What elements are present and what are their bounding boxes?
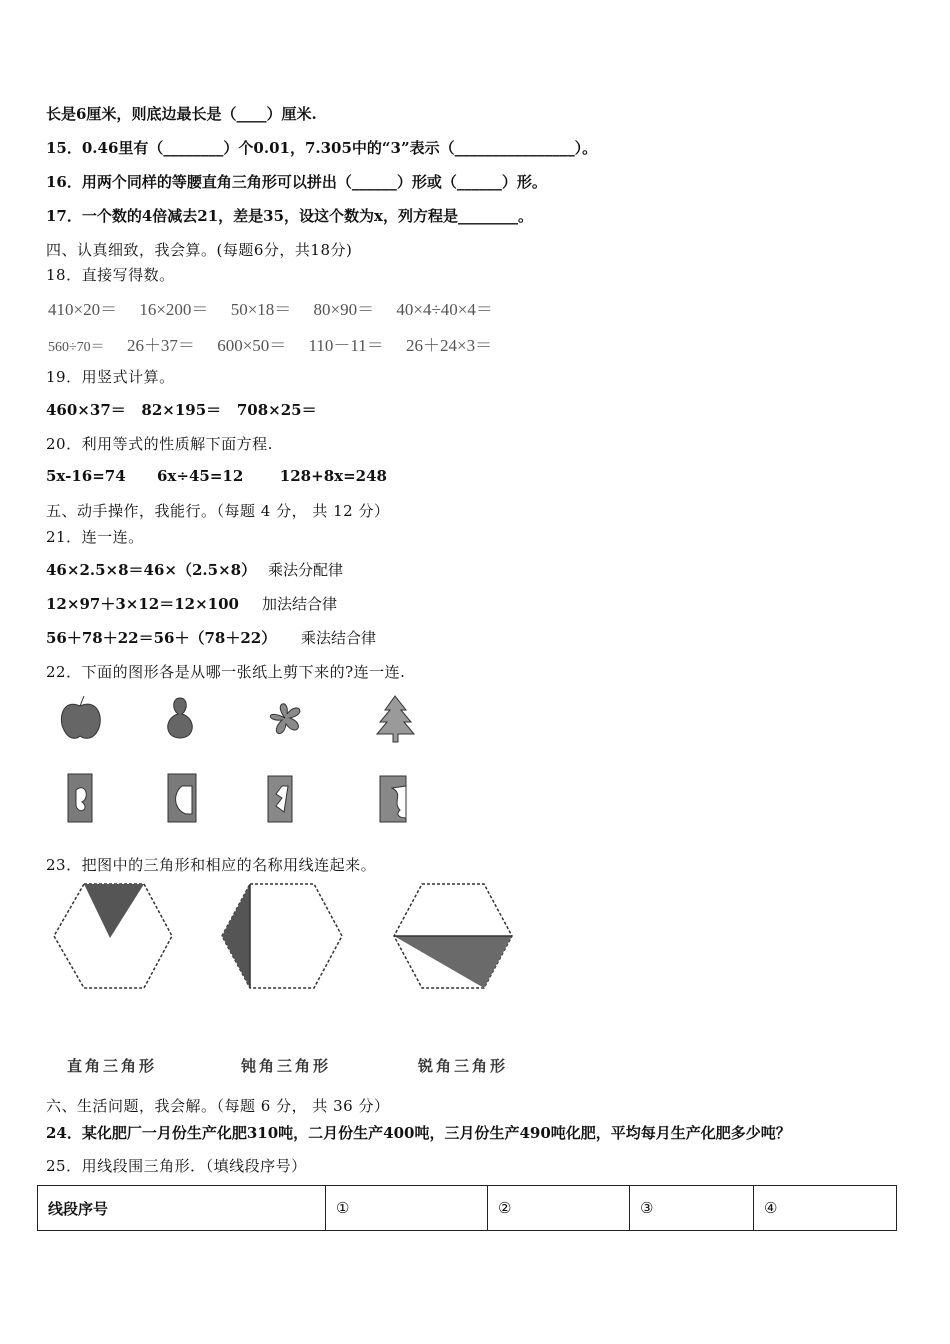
table-cell[interactable]: ④ [754, 1186, 897, 1231]
table-row [38, 1186, 897, 1231]
table-cell[interactable]: ① [326, 1186, 488, 1231]
obtuse-triangle-fill [394, 936, 512, 988]
section-5-heading: 五、动手操作，我能行。（每题 4 分， 共 12 分） [46, 502, 390, 520]
q21-law: 加法结合律 [262, 595, 338, 613]
flower-shape-icon [270, 704, 300, 734]
gourd-shape-icon [168, 698, 193, 738]
q21-law: 乘法分配律 [268, 561, 344, 579]
question-20-items: 5x-16=74 6x÷45=12 128+8x=248 [46, 467, 387, 485]
q21-pair-3 [46, 627, 377, 648]
q21-law: 乘法结合律 [301, 629, 377, 647]
calc-item: 50×18＝ [230, 300, 292, 319]
calc-item: 560÷70＝ [48, 340, 105, 355]
q21-pair-2 [46, 593, 338, 614]
calc-item: 16×200＝ [139, 300, 209, 319]
question-21: 21．连一连。 [46, 528, 144, 546]
paper-c-icon [268, 776, 292, 822]
table-header-cell: 线段序号 [38, 1186, 326, 1231]
calc-item: 26＋37＝ [126, 336, 195, 355]
calc-item: 80×90＝ [313, 300, 375, 319]
question-16: 16．用两个同样的等腰直角三角形可以拼出（______）形或（______）形。 [46, 173, 547, 191]
q21-expression: 12×97＋3×12＝12×100 [46, 595, 239, 613]
calc-item: 410×20＝ [48, 300, 118, 319]
question-19: 19．用竖式计算。 [46, 368, 175, 386]
question-23: 23．把图中的三角形和相应的名称用线连起来。 [46, 856, 377, 874]
section-4-heading: 四、认真细致，我会算。(每题6分，共18分) [46, 241, 353, 259]
tree-shape-icon [377, 696, 414, 742]
paper-a-icon [68, 774, 92, 822]
calc-item: 600×50＝ [217, 336, 287, 355]
paper-b-icon [168, 774, 196, 822]
q23-hexagons [48, 882, 528, 997]
q25-table [37, 1185, 897, 1231]
question-17: 17．一个数的4倍减去21，差是35，设这个数为x，列方程是________。 [46, 207, 534, 225]
paper-d-icon [380, 776, 406, 822]
right-triangle-fill [222, 884, 250, 988]
calc-item: 40×4÷40×4＝ [396, 300, 493, 319]
question-25: 25．用线段围三角形．（填线段序号） [46, 1157, 307, 1175]
apple-shape-icon [61, 696, 100, 738]
table-cell[interactable]: ③ [630, 1186, 754, 1231]
calc-item: 26＋24×3＝ [406, 336, 493, 355]
triangle-label-obtuse: 钝角三角形 [241, 1057, 332, 1075]
calc-item: 110－11＝ [308, 336, 384, 355]
section-6-heading: 六、生活问题，我会解。（每题 6 分， 共 36 分） [46, 1097, 390, 1115]
q21-expression: 56＋78＋22＝56＋（78＋22） [46, 629, 277, 647]
question-18: 18．直接写得数。 [46, 266, 175, 284]
question-24: 24．某化肥厂一月份生产化肥310吨，二月份生产400吨，三月份生产490吨化肥，平均每月生产化肥多少吨？ [46, 1124, 791, 1142]
acute-triangle-fill [84, 884, 144, 938]
calc-row-1 [48, 295, 511, 320]
q21-pair-1 [46, 559, 344, 580]
question-15: 15．0.46里有（________）个0.01，7.305中的“3”表示（________________）。 [46, 139, 598, 157]
triangle-label-right: 直角三角形 [67, 1057, 158, 1075]
q21-expression: 46×2.5×8＝46×（2.5×8） [46, 561, 257, 579]
question-19-items: 460×37＝ 82×195＝ 708×25＝ [46, 401, 317, 419]
question-20: 20．利用等式的性质解下面方程. [46, 435, 273, 453]
table-cell[interactable]: ② [488, 1186, 630, 1231]
q22-figures [40, 690, 440, 835]
question-22: 22．下面的图形各是从哪一张纸上剪下来的?连一连. [46, 663, 406, 681]
q14-tail: 长是6厘米，则底边最长是（____）厘米. [46, 105, 317, 123]
calc-row-2 [48, 331, 510, 356]
triangle-label-acute: 锐角三角形 [418, 1057, 509, 1075]
